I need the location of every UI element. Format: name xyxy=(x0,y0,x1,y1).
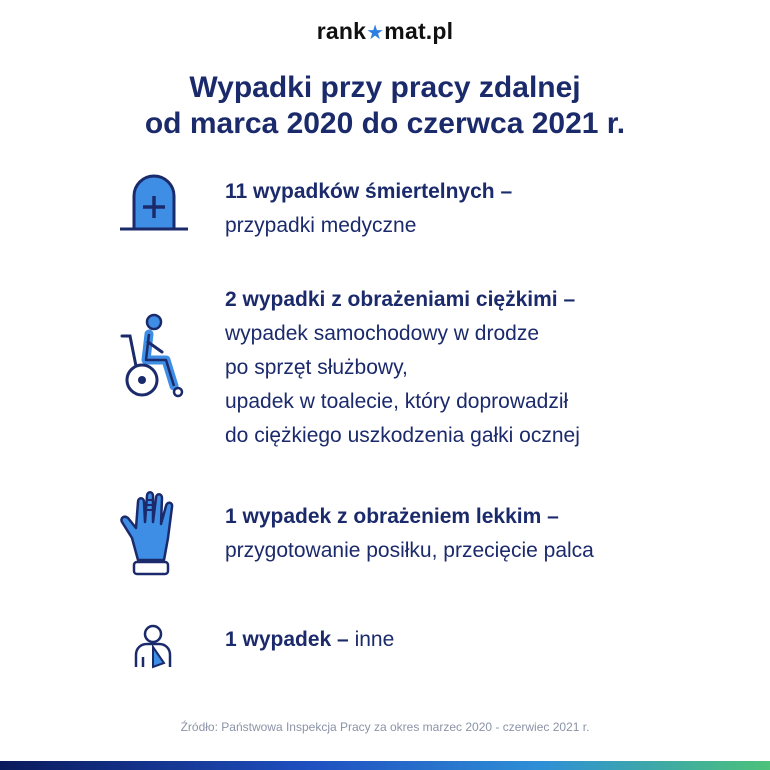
item-fatal-line: przypadki medyczne xyxy=(225,214,417,237)
injured-person-icon xyxy=(132,623,174,674)
item-serious-heading: 2 wypadki z obrażeniami ciężkimi – xyxy=(225,288,576,311)
item-other-text: inne xyxy=(354,628,395,651)
item-serious-line-4: do ciężkiego uszkodzenia gałki ocznej xyxy=(225,424,580,447)
logo-star-icon: ★ xyxy=(366,22,385,44)
logo-text-end: mat.pl xyxy=(384,18,454,44)
item-other xyxy=(225,623,394,657)
item-serious xyxy=(225,283,580,453)
brand-logo xyxy=(0,18,770,45)
title-line-1: Wypadki przy pracy zdalnej xyxy=(189,71,581,104)
source-note: Źródło: Państwowa Inspekcja Pracy za okres marzec 2020 - czerwiec 2021 r. xyxy=(180,720,590,734)
page-title xyxy=(0,70,770,142)
item-serious-line-1: wypadek samochodowy w drodze xyxy=(225,322,539,345)
gradient-footer-bar xyxy=(0,761,770,770)
item-serious-line-2: po sprzęt służbowy, xyxy=(225,356,408,379)
logo-text-start: rank xyxy=(316,18,367,44)
item-light xyxy=(225,500,594,568)
wheelchair-icon xyxy=(116,312,188,407)
tombstone-cross-icon xyxy=(118,172,190,239)
item-other-heading: 1 wypadek – xyxy=(225,628,349,651)
item-light-heading: 1 wypadek z obrażeniem lekkim – xyxy=(225,505,559,528)
item-fatal-heading: 11 wypadków śmiertelnych – xyxy=(225,180,513,203)
title-line-2: od marca 2020 do czerwca 2021 r. xyxy=(144,107,626,140)
item-serious-line-3: upadek w toalecie, który doprowadził xyxy=(225,390,569,413)
item-fatal xyxy=(225,175,512,243)
bandaged-hand-icon xyxy=(118,488,182,583)
item-light-line: przygotowanie posiłku, przecięcie palca xyxy=(225,539,594,562)
